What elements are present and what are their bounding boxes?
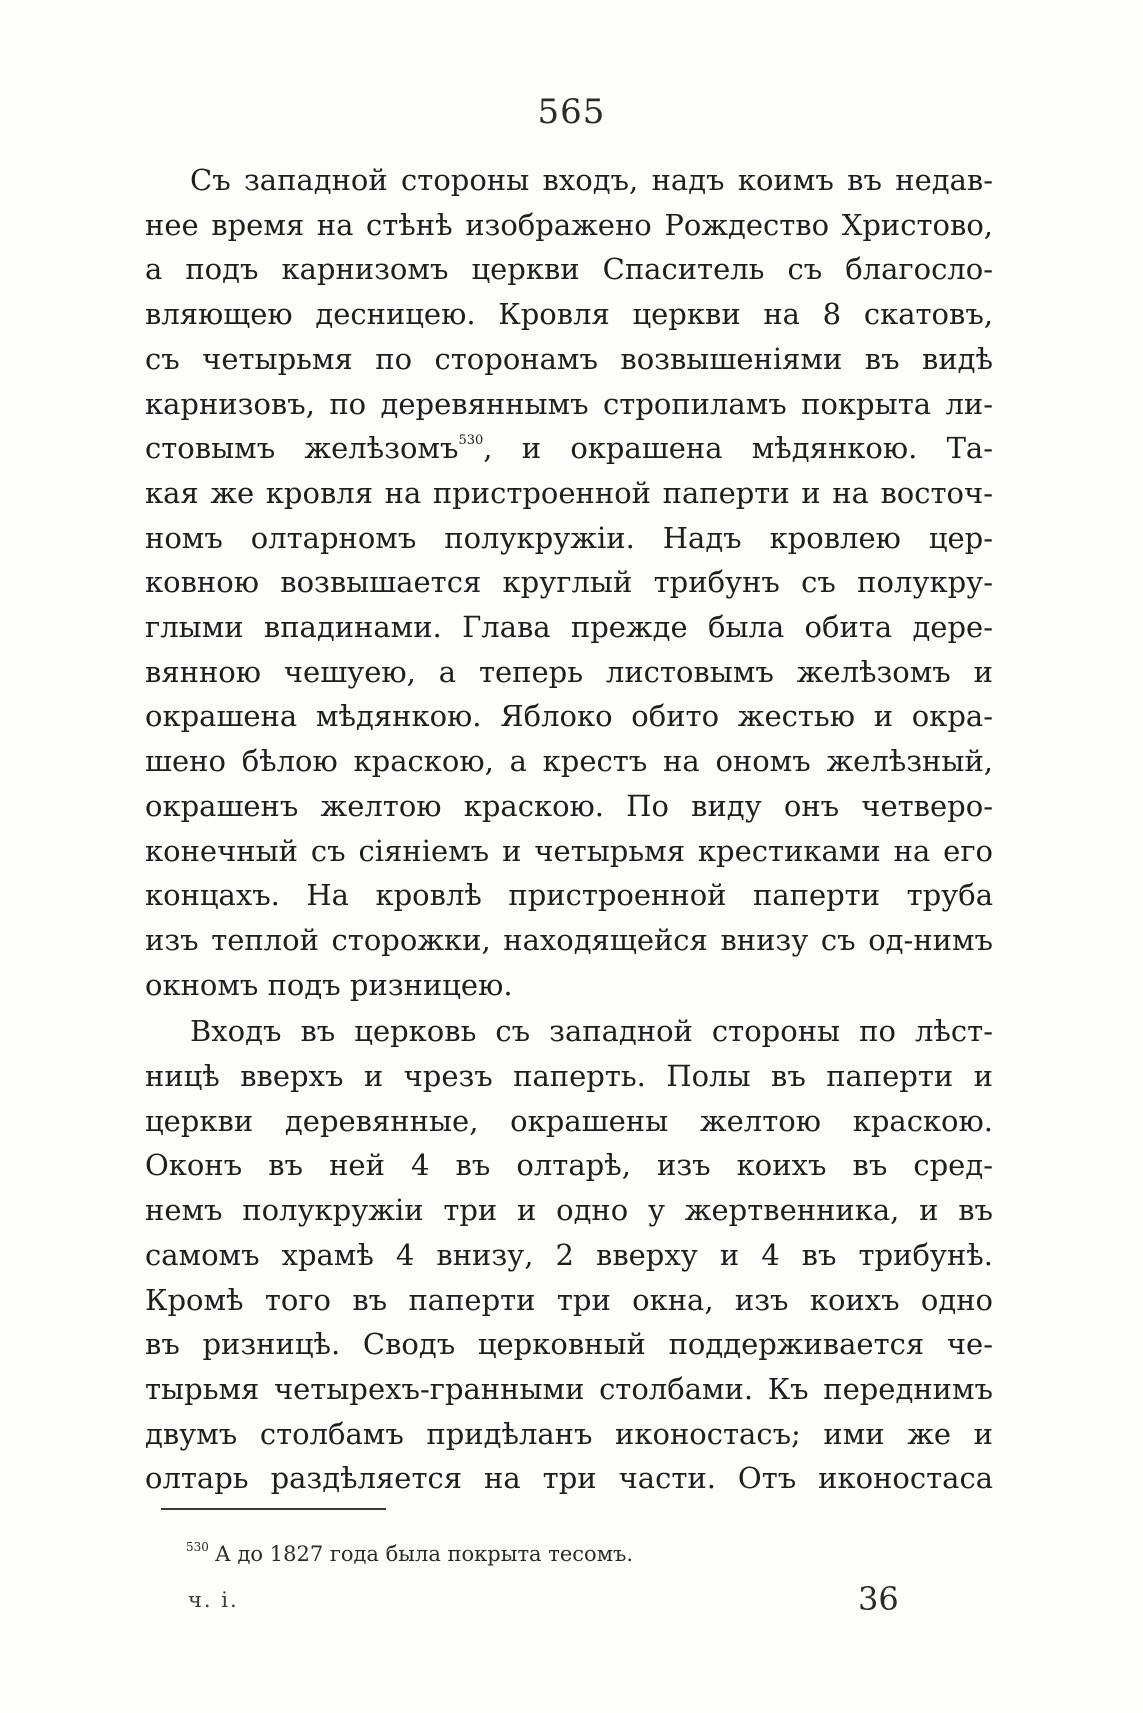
text-line: немъ полукружіи три и одно у жертвенника, и въ xyxy=(145,1193,993,1228)
footnote xyxy=(186,1540,633,1566)
text-fragment: , и окрашена мѣдянкою. Та- xyxy=(483,431,993,466)
text-line: самомъ храмѣ 4 внизу, 2 вверху и 4 въ трибунѣ. xyxy=(145,1237,993,1272)
text-line: съ четырьмя по сторонамъ возвышеніями въ видѣ xyxy=(145,341,993,376)
text-line: карнизовъ, по деревяннымъ стропиламъ покрыта ли- xyxy=(145,386,993,421)
text-line: глыми впадинами. Глава прежде была обита дере- xyxy=(145,610,993,645)
text-line: ницѣ вверхъ и чрезъ паперть. Полы въ паперти и xyxy=(145,1059,993,1094)
text-line: Кромѣ того въ паперти три окна, изъ коихъ одно xyxy=(145,1282,993,1317)
text-line: церкви деревянные, окрашены желтою краскою. xyxy=(145,1103,993,1138)
signature-mark: ч. і. xyxy=(188,1588,239,1612)
page-number: 565 xyxy=(537,92,606,132)
text-line: тырьмя четырехъ-гранными столбами. Къ переднимъ xyxy=(145,1371,993,1406)
text-line: кая же кровля на пристроенной паперти и на восточ- xyxy=(145,475,993,510)
text-line: вянною чешуею, а теперь листовымъ желѣзомъ и xyxy=(145,654,993,689)
text-fragment: стовымъ желѣзомъ xyxy=(145,431,459,466)
footnote-text: А до 1827 года была покрыта тесомъ. xyxy=(214,1542,634,1566)
text-line: окномъ подъ ризницею. xyxy=(145,967,513,1002)
text-line: Входъ въ церковь съ западной стороны по лѣст- xyxy=(190,1014,993,1049)
text-line: изъ теплой сторожки, находящейся внизу съ од-нимъ xyxy=(145,922,993,957)
text-line: Оконъ въ ней 4 въ олтарѣ, изъ коихъ въ сред- xyxy=(145,1148,993,1183)
sheet-number: 36 xyxy=(858,1580,899,1618)
text-line: олтарь раздѣляется на три части. Отъ иконостаса xyxy=(145,1461,993,1496)
text-line: окрашена мѣдянкою. Яблоко обито жестью и окра- xyxy=(145,699,993,734)
text-line: двумъ столбамъ придѣланъ иконостасъ; ими же и xyxy=(145,1416,993,1451)
text-line: въ ризницѣ. Сводъ церковный поддерживается че- xyxy=(145,1327,993,1362)
text-line: шено бѣлою краскою, а крестъ на ономъ желѣзный, xyxy=(145,744,993,779)
text-line: Съ западной стороны входъ, надъ коимъ въ недав- xyxy=(190,163,993,197)
text-line: конечный съ сіяніемъ и четырьмя крестиками на его xyxy=(145,833,993,868)
footnote-divider xyxy=(161,1508,386,1510)
text-line: окрашенъ желтою краскою. По виду онъ четверо- xyxy=(145,788,993,823)
text-line-with-footnote xyxy=(145,426,993,471)
text-line: вляющею десницею. Кровля церкви на 8 скатовъ, xyxy=(145,297,993,332)
text-line: концахъ. На кровлѣ пристроенной паперти труба xyxy=(145,878,993,913)
footnote-number: 530 xyxy=(186,1540,209,1554)
body-text xyxy=(145,158,993,1501)
text-line: ковною возвышается круглый трибунъ съ полукру- xyxy=(145,565,993,600)
text-line: нее время на стѣнѣ изображено Рождество Христово, xyxy=(145,207,993,242)
text-line: а подъ карнизомъ церкви Спаситель съ благосло- xyxy=(145,252,993,287)
footnote-reference[interactable]: 530 xyxy=(458,433,484,449)
text-line: номъ олтарномъ полукружіи. Надъ кровлею цер- xyxy=(145,520,993,555)
